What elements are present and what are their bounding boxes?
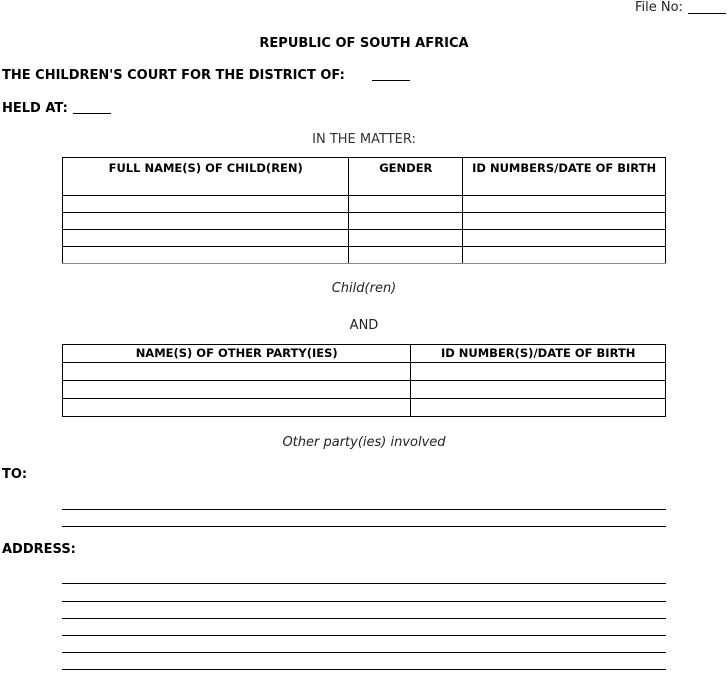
- children-table-header: [63, 158, 666, 196]
- file-no-label: File No:: [635, 0, 683, 15]
- other-party-id-cell[interactable]: [411, 363, 666, 381]
- held-at-field[interactable]: [73, 113, 111, 114]
- republic-heading: REPUBLIC OF SOUTH AFRICA: [259, 36, 469, 51]
- court-district-field[interactable]: [372, 80, 410, 81]
- held-at-label: HELD AT:: [2, 101, 68, 116]
- address-label: ADDRESS:: [2, 542, 76, 557]
- in-the-matter-label: IN THE MATTER:: [312, 132, 416, 147]
- child-id-cell[interactable]: [463, 213, 666, 230]
- column-header-child-name: FULL NAME(S) OF CHILD(REN): [63, 158, 349, 196]
- address-line-5[interactable]: [62, 652, 666, 653]
- table-row: [63, 363, 666, 381]
- to-line-2[interactable]: [62, 526, 666, 527]
- child-name-cell[interactable]: [63, 247, 349, 264]
- column-header-other-party-id: ID NUMBER(S)/DATE OF BIRTH: [411, 345, 666, 363]
- child-gender-cell[interactable]: [349, 230, 463, 247]
- address-line-6[interactable]: [62, 669, 666, 670]
- other-party-id-cell[interactable]: [411, 381, 666, 399]
- child-id-cell[interactable]: [463, 230, 666, 247]
- children-table: [62, 157, 666, 264]
- other-party-name-cell[interactable]: [63, 381, 411, 399]
- and-label: AND: [349, 318, 379, 333]
- to-label: TO:: [2, 467, 28, 482]
- other-party-id-cell[interactable]: [411, 399, 666, 417]
- child-name-cell[interactable]: [63, 196, 349, 213]
- table-row: [63, 247, 666, 264]
- child-id-cell[interactable]: [463, 196, 666, 213]
- other-party-name-cell[interactable]: [63, 363, 411, 381]
- other-party-name-cell[interactable]: [63, 399, 411, 417]
- table-row: [63, 213, 666, 230]
- child-gender-cell[interactable]: [349, 196, 463, 213]
- address-line-3[interactable]: [62, 618, 666, 619]
- other-party-caption: Other party(ies) involved: [282, 435, 446, 450]
- child-gender-cell[interactable]: [349, 213, 463, 230]
- child-id-cell[interactable]: [463, 247, 666, 264]
- court-district-label: THE CHILDREN'S COURT FOR THE DISTRICT OF:: [2, 68, 345, 83]
- table-row: [63, 381, 666, 399]
- child-gender-cell[interactable]: [349, 247, 463, 264]
- address-line-1[interactable]: [62, 583, 666, 584]
- child-name-cell[interactable]: [63, 230, 349, 247]
- column-header-gender: GENDER: [349, 158, 463, 196]
- to-line-1[interactable]: [62, 509, 666, 510]
- children-caption: Child(ren): [331, 281, 397, 296]
- child-name-cell[interactable]: [63, 213, 349, 230]
- column-header-other-party-name: NAME(S) OF OTHER PARTY(IES): [63, 345, 411, 363]
- table-row: [63, 399, 666, 417]
- other-party-table: [62, 344, 666, 417]
- address-line-4[interactable]: [62, 635, 666, 636]
- table-row: [63, 230, 666, 247]
- table-row: [63, 196, 666, 213]
- address-line-2[interactable]: [62, 601, 666, 602]
- column-header-id-dob: ID NUMBERS/DATE OF BIRTH: [463, 158, 666, 196]
- other-party-table-header: [63, 345, 666, 363]
- file-no-field[interactable]: [688, 13, 726, 14]
